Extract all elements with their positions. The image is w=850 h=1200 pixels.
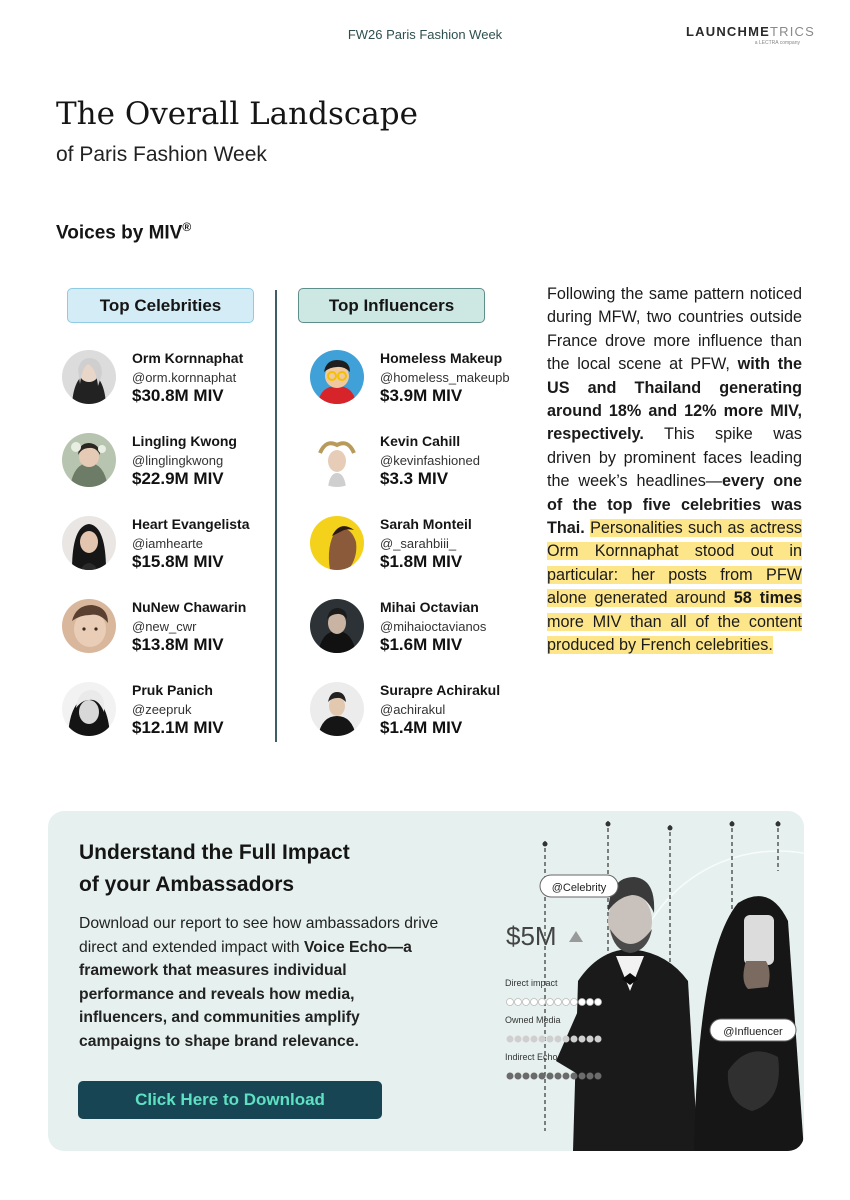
influencer-miv: $1.8M MIV	[380, 552, 463, 571]
influencer-row	[310, 433, 510, 503]
celebrity-miv: $22.9M MIV	[132, 469, 224, 488]
ambassador-cta-panel	[48, 811, 804, 1151]
launchmetrics-logo	[686, 24, 815, 46]
cta-title	[79, 837, 350, 901]
influencer-row	[310, 599, 510, 669]
page-title: The Overall Landscape	[56, 96, 418, 132]
celebrity-miv: $13.8M MIV	[132, 635, 224, 654]
cta-body-bold: Voice Echo—a framework that measures individual performance and reveals how media, influencers, and communities amplify campaigns to shape brand relevance.	[79, 938, 412, 1050]
avatar	[310, 516, 364, 570]
celebrity-row	[62, 516, 262, 586]
avatar	[62, 599, 116, 653]
influencer-handle: @mihaioctavianos	[380, 619, 487, 634]
paragraph-text: This spike was driven by prominent faces leading the week’s headlines—	[547, 425, 802, 491]
influencer-name: Surapre Achirakul	[380, 682, 501, 698]
download-button[interactable]: Click Here to Download	[78, 1081, 382, 1119]
analysis-paragraph	[547, 283, 802, 658]
influencer-miv: $1.6M MIV	[380, 635, 463, 654]
influencer-miv: $3.9M MIV	[380, 386, 463, 405]
celebrity-handle: @zeepruk	[132, 702, 192, 717]
cta-body-text: Download our report to see how ambassadors drive direct and extended impact with	[79, 915, 439, 956]
page-subtitle: of Paris Fashion Week	[56, 143, 267, 166]
indirect-echo-label: Indirect Echo	[505, 1052, 558, 1062]
celebrity-row	[62, 350, 262, 420]
influencer-handle: @kevinfashioned	[380, 453, 480, 468]
registered-mark: ®	[182, 220, 192, 234]
highlight-text: Personalities such as actress Orm Kornnaphat stood out in particular: her posts from PFW alone generated around	[547, 519, 803, 608]
influencer-name: Kevin Cahill	[380, 433, 461, 449]
top-celebrities-heading: Top Celebrities	[67, 288, 254, 323]
avatar	[62, 350, 116, 404]
influencer-row	[310, 682, 510, 752]
celebrity-name: NuNew Chawarin	[132, 599, 247, 615]
avatar	[62, 433, 116, 487]
influencer-tag-text: @Influencer	[723, 1026, 783, 1038]
section-title-text: Voices by MIV	[56, 222, 183, 244]
celebrity-miv: $15.8M MIV	[132, 552, 224, 571]
cta-title-line: Understand the Full Impact	[79, 841, 350, 864]
avatar	[310, 433, 364, 487]
celebrity-row	[62, 682, 262, 752]
celebrity-handle: @orm.kornnaphat	[132, 370, 237, 385]
up-triangle-icon	[569, 931, 583, 942]
influencer-miv: $3.3 MIV	[380, 469, 449, 488]
top-influencers-heading: Top Influencers	[298, 288, 485, 323]
celebrity-name: Heart Evangelista	[132, 516, 250, 532]
influencer-handle: @achirakul	[380, 702, 446, 717]
influencer-row	[310, 516, 510, 586]
guide-dots	[543, 822, 781, 847]
section-title	[56, 220, 191, 244]
celebrity-row	[62, 433, 262, 503]
influencer-name: Mihai Octavian	[380, 599, 479, 615]
logo-subtext: a LECTRA company	[754, 40, 800, 46]
highlight-text: more MIV than all of the content produced by French celebrities.	[547, 612, 802, 655]
highlight-bold: 58 times	[733, 589, 803, 608]
influencer-name: Sarah Monteil	[380, 516, 472, 532]
avatar	[62, 516, 116, 570]
influencer-handle: @_sarahbiii_	[380, 536, 457, 551]
column-divider	[275, 290, 277, 742]
influencer-handle: @homeless_makeupb	[380, 370, 510, 385]
direct-impact-dots	[507, 999, 602, 1006]
voice-echo-illustration	[448, 811, 804, 1151]
celebrity-miv: $30.8M MIV	[132, 386, 224, 405]
celebrity-row	[62, 599, 262, 669]
avatar	[310, 599, 364, 653]
logo-text: LAUNCHME	[686, 24, 770, 39]
celebrity-name: Pruk Panich	[132, 682, 213, 698]
direct-impact-label: Direct impact	[505, 978, 558, 988]
celebrity-handle: @new_cwr	[132, 619, 197, 634]
event-name: FW26 Paris Fashion Week	[347, 27, 503, 42]
celebrity-handle: @linglingkwong	[132, 453, 224, 468]
influencer-miv: $1.4M MIV	[380, 718, 463, 737]
cta-title-line: of your Ambassadors	[79, 873, 295, 896]
influencer-tag	[710, 1019, 796, 1041]
owned-media-label: Owned Media	[505, 1015, 561, 1025]
cta-description	[79, 912, 441, 1053]
celebrity-name: Orm Kornnaphat	[132, 350, 244, 366]
influencer-row	[310, 350, 510, 420]
paragraph-bold: every one of the top five celebrities was Thai.	[547, 472, 802, 538]
avatar	[310, 682, 364, 736]
celebrity-tag-text: @Celebrity	[551, 882, 607, 894]
impact-value: $5M	[506, 921, 557, 951]
celebrity-name: Lingling Kwong	[132, 433, 237, 449]
paragraph-text: Following the same pattern noticed during MFW, two countries outside France drove more influence than the local scene at PFW,	[547, 285, 802, 374]
celebrity-tag	[540, 875, 618, 897]
celebrity-handle: @iamhearte	[132, 536, 204, 551]
paragraph-bold: with the US and Thailand generating around 18% and 12% more MIV, respectively.	[547, 355, 802, 444]
logo-text-light: TRICS	[769, 24, 815, 39]
avatar	[310, 350, 364, 404]
influencer-name: Homeless Makeup	[380, 350, 503, 366]
celebrity-miv: $12.1M MIV	[132, 718, 224, 737]
celebrity-figure	[556, 877, 698, 1151]
avatar	[62, 682, 116, 736]
highlighted-text	[547, 519, 802, 654]
